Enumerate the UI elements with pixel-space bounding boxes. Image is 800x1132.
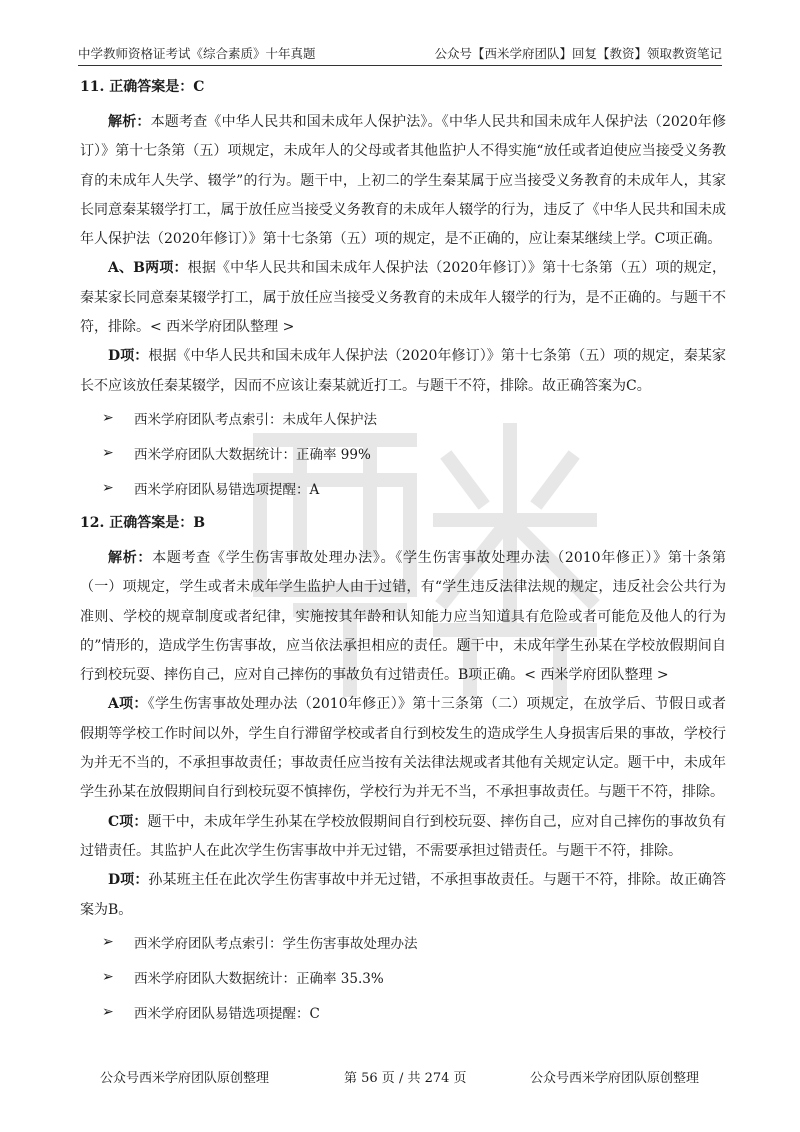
q11-analysis-label: 解析：: [108, 114, 151, 130]
header-left-text: 中学教师资格证考试《综合素质》十年真题: [78, 46, 316, 61]
q12-bullet-text: 西米学府团队大数据统计：正确率 35.3%: [134, 971, 384, 988]
page-header: [78, 40, 722, 66]
q12-d-explanation: [80, 866, 726, 925]
q12-bullet: [80, 960, 726, 995]
q11-bullet: [80, 436, 726, 471]
arrow-bullet-icon: ➢: [102, 934, 114, 951]
arrow-bullet-icon: ➢: [102, 1004, 114, 1021]
q11-ab-label: A、B两项：: [108, 260, 188, 277]
q11-bullet: [80, 401, 726, 436]
header-right-text: 公众号【西米学府团队】回复【教资】领取教资笔记: [434, 46, 722, 61]
arrow-bullet-icon: ➢: [102, 969, 114, 986]
arrow-bullet-icon: ➢: [102, 480, 114, 497]
q11-bullet-text: 西米学府团队考点索引：未成年人保护法: [134, 412, 377, 429]
page-footer: [0, 1067, 800, 1087]
q12-bullet-text: 西米学府团队考点索引：学生伤害事故处理办法: [134, 936, 418, 953]
q12-analysis-text: 本题考查《学生伤害事故处理办法》。《学生伤害事故处理办法（2010年修正）》第十条第（一）项规定，学生或者未成年学生监护人由于过错，有“学生违反法律法规的规定，违反社会公共行为准则、学校的规章制度或者纪律，实施按其年龄和认知能力应当知道具有危险或者可能危及他人的行为的”情形的，造成学生伤害事故，应当依法承担相应的责任。题干中，未成年学生孙某在学校放假期间自行到校玩耍、摔伤自己，应对自己摔伤的事故负有过错责任。B项正确。< 西米学府团队整理 >: [80, 549, 726, 684]
q12-title: 12. 正确答案是：B: [80, 514, 206, 531]
arrow-bullet-icon: ➢: [102, 445, 114, 462]
q11-title: 11. 正确答案是：C: [80, 79, 205, 95]
q12-d-text: 孙某班主任在此次学生伤害事故中并无过错，不承担事故责任。与题干不符，排除。故正确答案为B。: [80, 872, 727, 918]
q11-bullet-text: 西米学府团队大数据统计：正确率 99%: [134, 447, 371, 464]
q11-bullet: [80, 471, 726, 506]
q11-ab-explanation: [80, 254, 726, 342]
q12-bullet: [80, 925, 726, 960]
q11-d-explanation: [80, 342, 726, 401]
q12-analysis: [80, 544, 726, 690]
q11-ab-text: 根据《中华人民共和国未成年人保护法（2020年修订）》第十七条第（五）项的规定，秦某家长同意秦某辍学打工，属于放任应当接受义务教育的未成年人辍学的行为，是不正确的。与题干不符，排除。< 西米学府团队整理 >: [80, 260, 726, 336]
q11-bullet-text: 西米学府团队易错选项提醒：A: [134, 482, 320, 499]
q12-a-text: 《学生伤害事故处理办法（2010年修正）》第十三条第（二）项规定，在放学后、节假日或者假期等学校工作时间以外，学生自行滞留学校或者自行到校发生的造成学生人身损害后果的事故，学校行为并无不当的，不承担事故责任；事故责任应当按有关法律法规或者其他有关规定认定。题干中，未成年学生孙某在放假期间自行到校玩耍不慎摔伤，学校行为并无不当，不承担事故责任。与题干不符，排除。: [80, 696, 726, 801]
q12-c-explanation: [80, 808, 726, 867]
q12-a-label: A项：: [108, 696, 148, 713]
arrow-bullet-icon: ➢: [102, 410, 114, 427]
q11-analysis-text: 本题考查《中华人民共和国未成年人保护法》。《中华人民共和国未成年人保护法（2020年修订）》第十七条第（五）项规定，未成年人的父母或者其他监护人不得实施“放任或者迫使应当接受义务教育的未成年人失学、辍学”的行为。题干中，上初二的学生秦某属于应当接受义务教育的未成年人，其家长同意秦某辍学打工，属于放任应当接受义务教育的未成年人辍学的行为，违反了《中华人民共和国未成年人保护法（2020年修订）》第十七条第（五）项的规定，是不正确的，应让秦某继续上学。C项正确。: [80, 114, 726, 248]
q11-analysis: [80, 108, 726, 254]
q12-c-text: 题干中，未成年学生孙某在学校放假期间自行到校玩耍、摔伤自己，应对自己摔伤的事故负有过错责任。其监护人在此次学生伤害事故中并无过错，不需要承担过错责任。与题干不符，排除。: [80, 813, 726, 859]
q12-a-explanation: [80, 690, 726, 807]
q12-d-label: D项：: [108, 872, 149, 889]
page-number: 第 56 页 / 共 274 页: [344, 1071, 467, 1086]
page-content: [80, 76, 726, 1030]
footer-right-text: 公众号西米学府团队原创整理: [530, 1071, 700, 1086]
q12-bullet: [80, 995, 726, 1030]
q11-d-label: D项：: [108, 348, 149, 365]
q12-bullet-text: 西米学府团队易错选项提醒：C: [134, 1006, 320, 1023]
q12-c-label: C项：: [108, 813, 148, 830]
footer-left-text: 公众号西米学府团队原创整理: [100, 1071, 270, 1086]
q11-d-text: 根据《中华人民共和国未成年人保护法（2020年修订）》第十七条第（五）项的规定，秦某家长不应该放任秦某辍学，因而不应该让秦某就近打工。与题干不符，排除。故正确答案为C。: [80, 348, 726, 394]
q12-analysis-label: 解析：: [108, 549, 153, 566]
